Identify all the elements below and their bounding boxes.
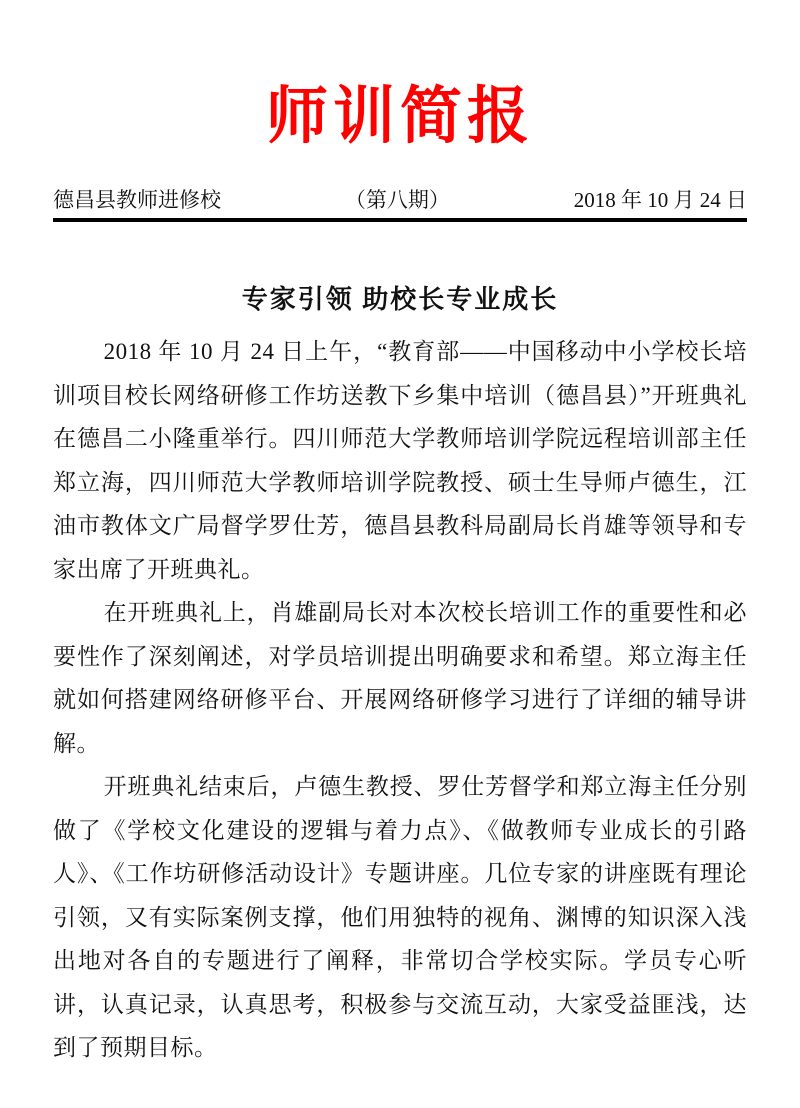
article-body xyxy=(53,330,747,1070)
article-paragraph-2: 在开班典礼上，肖雄副局长对本次校长培训工作的重要性和必要性作了深刻阐述，对学员培训提出明确要求和希望。郑立海主任就如何搭建网络研修平台、开展网络研修学习进行了详细的辅导讲解。 xyxy=(53,600,747,756)
masthead-date: 2018 年 10 月 24 日 xyxy=(573,188,747,212)
masthead-issue-number: （第八期） xyxy=(344,188,450,212)
article-paragraph-1: 2018 年 10 月 24 日上午，“教育部——中国移动中小学校长培训项目校长网络研修工作坊送教下乡集中培训（德昌县）”开班典礼在德昌二小隆重举行。四川师范大学教师培训学院远程培训部主任郑立海，四川师范大学教师培训学院教授、硕士生导师卢德生，江油市教体文广局督学罗仕芳，德昌县教科局副局长肖雄等领导和专家出席了开班典礼。 xyxy=(53,339,747,582)
masthead-meta-row xyxy=(53,187,747,222)
article-title: 专家引领 助校长专业成长 xyxy=(241,285,559,314)
bulletin-masthead-title: 师训简报 xyxy=(265,82,534,151)
article-paragraph-3: 开班典礼结束后，卢德生教授、罗仕芳督学和郑立海主任分别做了《学校文化建设的逻辑与着力点》、《做教师专业成长的引路人》、《工作坊研修活动设计》专题讲座。几位专家的讲座既有理论引领，又有实际案例支撑，他们用独特的视角、渊博的知识深入浅出地对各自的专题进行了阐释，非常切合学校实际。学员专心听讲，认真记录，认真思考，积极参与交流互动，大家受益匪浅，达到了预期目标。 xyxy=(53,774,747,1060)
masthead-issuer: 德昌县教师进修校 xyxy=(53,188,221,212)
